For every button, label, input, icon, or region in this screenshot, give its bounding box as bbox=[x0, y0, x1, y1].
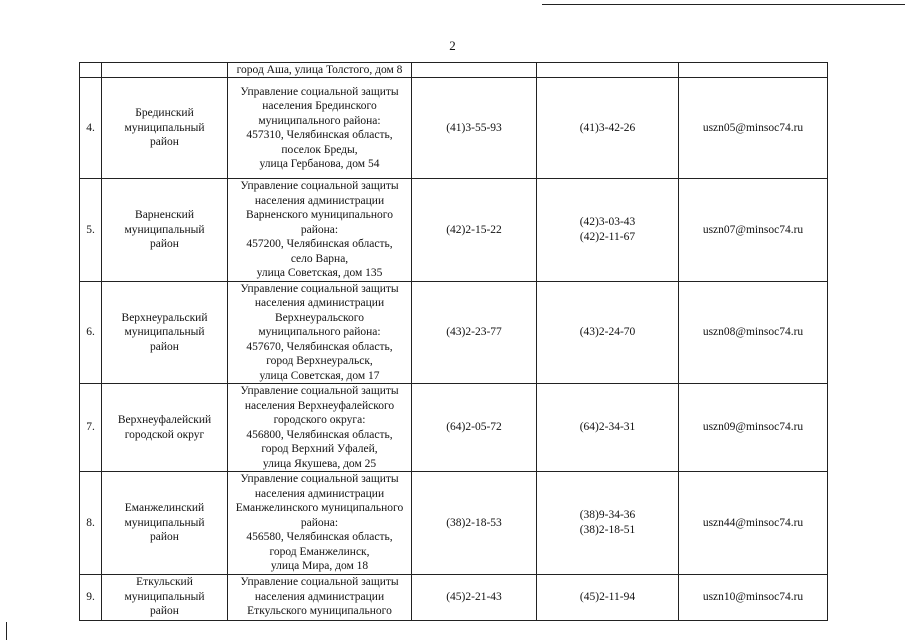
table-row bbox=[80, 384, 828, 472]
fax-number: (64)2-34-31 bbox=[579, 421, 636, 434]
district-line: Варненский bbox=[135, 209, 194, 221]
organization-line: 457310, Челябинская область, bbox=[246, 129, 393, 141]
fax-number: (45)2-11-94 bbox=[579, 590, 636, 603]
cell-organization bbox=[228, 384, 412, 472]
cell-district bbox=[102, 179, 228, 282]
cell-phone bbox=[412, 281, 537, 384]
organization-line: город Верхний Уфалей, bbox=[261, 443, 378, 455]
phone-number: (41)3-55-93 bbox=[446, 121, 502, 134]
district-line: муниципальный bbox=[124, 326, 205, 338]
margin-mark bbox=[6, 622, 7, 640]
organization-line: населения администрации bbox=[254, 297, 385, 309]
social-protection-table bbox=[79, 62, 828, 621]
organization-line: муниципального района: bbox=[258, 326, 381, 338]
organization-line: Еткульского муниципального bbox=[247, 605, 392, 618]
cell-organization bbox=[228, 63, 412, 78]
cell-district bbox=[102, 63, 228, 78]
row-number: 6. bbox=[80, 281, 102, 384]
cell-phone bbox=[412, 78, 537, 179]
cell-phone bbox=[412, 179, 537, 282]
cell-fax bbox=[537, 78, 679, 179]
organization-line: Еманжелинского муниципального bbox=[235, 502, 404, 514]
cell-phone bbox=[412, 472, 537, 575]
district-line: городской округ bbox=[124, 428, 205, 441]
cell-fax bbox=[537, 472, 679, 575]
cell-district bbox=[102, 78, 228, 179]
organization-line: улица Гербанова, дом 54 bbox=[259, 158, 380, 170]
fax-number: (38)2-18-51 bbox=[579, 523, 636, 536]
organization-line: городского округа: bbox=[273, 414, 366, 426]
cell-phone bbox=[412, 384, 537, 472]
district-line: Еткульский bbox=[136, 576, 193, 589]
table-row bbox=[80, 78, 828, 179]
organization-line: района: bbox=[300, 516, 339, 529]
cell-email: uszn08@minsoc74.ru bbox=[679, 281, 828, 384]
cell-organization bbox=[228, 574, 412, 620]
phone-number: (43)2-23-77 bbox=[446, 326, 502, 338]
organization-line: Управление социальной защиты bbox=[240, 282, 399, 295]
district-line: Верхнеуральский bbox=[121, 311, 208, 324]
fax-number: (42)3-03-43 bbox=[579, 216, 636, 229]
cell-district bbox=[102, 472, 228, 575]
table-row bbox=[80, 281, 828, 384]
organization-line: 457670, Челябинская область, bbox=[246, 340, 393, 353]
organization-line: 457200, Челябинская область, bbox=[246, 238, 393, 250]
organization-line: улица Советская, дом 135 bbox=[256, 267, 383, 279]
organization-line: Варненского муниципального bbox=[246, 209, 393, 221]
district-line: Брединский bbox=[135, 107, 194, 120]
table-row bbox=[80, 574, 828, 620]
row-number: 9. bbox=[80, 574, 102, 620]
district-line: Еманжелинский bbox=[124, 502, 205, 514]
cell-email: uszn44@minsoc74.ru bbox=[679, 472, 828, 575]
cell-fax bbox=[537, 281, 679, 384]
cell-fax bbox=[537, 63, 679, 78]
organization-line: населения администрации bbox=[254, 590, 385, 603]
cell-email: uszn07@minsoc74.ru bbox=[679, 179, 828, 282]
fax-number: (42)2-11-67 bbox=[579, 230, 636, 243]
cell-email: uszn10@minsoc74.ru bbox=[679, 574, 828, 620]
fax-number: (41)3-42-26 bbox=[579, 121, 636, 134]
organization-line: населения администрации bbox=[254, 487, 385, 500]
cell-num bbox=[80, 63, 102, 78]
cell-organization bbox=[228, 472, 412, 575]
organization-line: улица Советская, дом 17 bbox=[259, 369, 380, 382]
cell-organization bbox=[228, 281, 412, 384]
cell-district bbox=[102, 384, 228, 472]
header-rule bbox=[542, 4, 905, 5]
district-line: муниципальный bbox=[124, 590, 205, 603]
row-number: 5. bbox=[80, 179, 102, 282]
cell-district bbox=[102, 281, 228, 384]
organization-line: населения администрации bbox=[254, 194, 385, 207]
fax-number: (38)9-34-36 bbox=[579, 509, 636, 522]
organization-line: 456580, Челябинская область, bbox=[246, 531, 393, 543]
organization-line: поселок Бреды, bbox=[281, 143, 358, 156]
district-line: муниципальный bbox=[124, 223, 205, 236]
district-line: муниципальный bbox=[124, 516, 205, 529]
organization-line: Верхнеуральского bbox=[275, 311, 364, 324]
cell-district bbox=[102, 574, 228, 620]
organization-line: село Варна, bbox=[290, 252, 349, 265]
cell-fax bbox=[537, 574, 679, 620]
phone-number: (42)2-15-22 bbox=[446, 223, 502, 236]
organization-line: улица Якушева, дом 25 bbox=[262, 457, 377, 470]
district-line: район bbox=[150, 340, 179, 353]
phone-number: (45)2-21-43 bbox=[446, 590, 502, 603]
organization-line: муниципального района: bbox=[258, 114, 381, 127]
district-line: район bbox=[150, 605, 179, 618]
organization-line: город Верхнеуральск, bbox=[266, 355, 373, 367]
organization-line: Управление социальной защиты bbox=[240, 180, 399, 192]
row-number: 8. bbox=[80, 472, 102, 575]
cell-phone bbox=[412, 574, 537, 620]
cell-email: uszn09@minsoc74.ru bbox=[679, 384, 828, 472]
phone-number: (38)2-18-53 bbox=[446, 516, 502, 529]
organization-line: город Еманжелинск, bbox=[269, 545, 370, 558]
district-line: Верхнеуфалейский bbox=[117, 414, 212, 426]
table-row-continued bbox=[80, 63, 828, 78]
district-line: район bbox=[150, 136, 179, 149]
organization-line: населения Верхнеуфалейского bbox=[244, 399, 395, 412]
organization-line: улица Мира, дом 18 bbox=[270, 560, 369, 572]
cell-fax bbox=[537, 179, 679, 282]
organization-line: Управление социальной защиты bbox=[240, 385, 399, 397]
organization-line: 456800, Челябинская область, bbox=[246, 428, 393, 441]
table-row bbox=[80, 472, 828, 575]
organization-line: город Аша, улица Толстого, дом 8 bbox=[236, 63, 403, 76]
fax-number: (43)2-24-70 bbox=[579, 326, 636, 338]
organization-line: района: bbox=[300, 223, 339, 236]
row-number: 7. bbox=[80, 384, 102, 472]
organization-line: Управление социальной защиты bbox=[240, 576, 399, 589]
district-line: район bbox=[150, 531, 179, 543]
row-number: 4. bbox=[80, 78, 102, 179]
cell-organization bbox=[228, 78, 412, 179]
cell-organization bbox=[228, 179, 412, 282]
cell-phone bbox=[412, 63, 537, 78]
organization-line: Управление социальной защиты bbox=[240, 85, 399, 98]
cell-email: uszn05@minsoc74.ru bbox=[679, 78, 828, 179]
phone-number: (64)2-05-72 bbox=[446, 421, 502, 434]
page-number: 2 bbox=[449, 38, 456, 53]
district-line: район bbox=[150, 238, 179, 250]
district-line: муниципальный bbox=[124, 121, 205, 134]
cell-email bbox=[679, 63, 828, 78]
organization-line: Управление социальной защиты bbox=[240, 473, 399, 485]
table-row bbox=[80, 179, 828, 282]
organization-line: населения Брединского bbox=[262, 100, 377, 112]
cell-fax bbox=[537, 384, 679, 472]
